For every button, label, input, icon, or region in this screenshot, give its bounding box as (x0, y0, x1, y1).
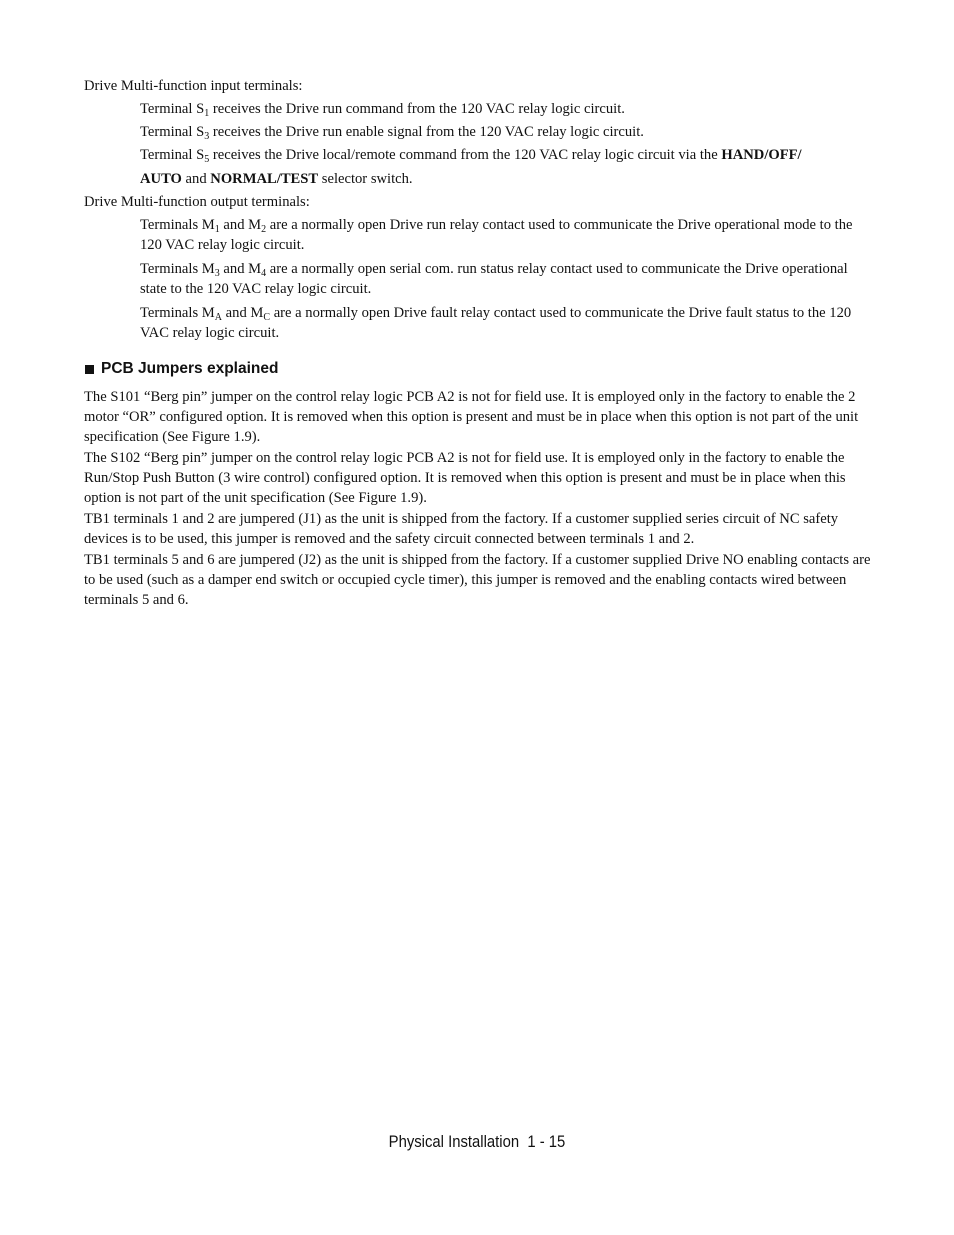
s5-end: selector switch. (318, 171, 413, 187)
terminal-m3-m4-text (140, 259, 872, 299)
s5-and: and (181, 171, 211, 187)
m12-subscript-2: 2 (261, 224, 267, 235)
s1-subscript: 1 (204, 108, 210, 119)
terminal-ma-mc-text (140, 303, 872, 343)
filled-square-bullet-icon (85, 365, 94, 374)
input-terminals-heading: Drive Multi-function input terminals: (84, 78, 303, 94)
m34-subscript-2: 4 (261, 268, 267, 279)
output-terminals-heading: Drive Multi-function output terminals: (84, 194, 310, 210)
m34-prefix: Terminals M (140, 261, 215, 277)
m34-description: are a normally open serial com. run status relay contact used to communicate the Drive operational state to the 120 VAC relay logic circuit. (140, 261, 848, 297)
m12-subscript-1: 1 (214, 224, 220, 235)
paragraph-tb1-j2: TB1 terminals 5 and 6 are jumpered (J2) as the unit is shipped from the factory. If a customer supplied Drive NO enabling contacts are to be used (such as a damper end switch or occupied cycle timer), this jumper is removed and the enabling contacts wired between terminals 5 and 6. (84, 552, 871, 608)
terminal-s1-text (140, 99, 872, 119)
mac-and: and M (222, 305, 264, 321)
page-content (84, 76, 872, 610)
mac-prefix: Terminals M (140, 305, 215, 321)
mac-subscript-1: A (214, 312, 223, 323)
s1-prefix: Terminal S (140, 101, 205, 117)
s3-description: receives the Drive run enable signal from the 120 VAC relay logic circuit. (209, 124, 644, 140)
m12-description: are a normally open Drive run relay contact used to communicate the Drive operational mode to the 120 VAC relay logic circuit. (140, 217, 853, 253)
page-footer: Physical Installation 1 - 15 (388, 1133, 566, 1151)
terminal-s5-text (140, 145, 872, 165)
m34-and: and M (219, 261, 262, 277)
terminal-s5-continued (140, 169, 872, 189)
pcb-jumpers-heading (84, 359, 872, 379)
auto-label: AUTO (140, 171, 182, 187)
mac-description: are a normally open Drive fault relay contact used to communicate the Drive fault status to the 120 VAC relay logic circuit. (140, 305, 852, 341)
terminal-m1-m2-text (140, 215, 872, 255)
paragraph-s101: The S101 “Berg pin” jumper on the control relay logic PCB A2 is not for field use. It is employed only in the factory to enable the 2 motor “OR” configured option. It is removed when this option is present and must be in place when this option is not part of the unit specification (See Figure 1.9). (84, 389, 859, 445)
s5-description: receives the Drive local/remote command from the 120 VAC relay logic circuit via the (209, 147, 722, 163)
hand-off-label: HAND/OFF/ (721, 147, 802, 163)
paragraph-s102: The S102 “Berg pin” jumper on the control relay logic PCB A2 is not for field use. It is employed only in the factory to enable the Run/Stop Push Button (3 wire control) configured option. It is removed when this option is present and must be in place when this option is not part of the unit specification (See Figure 1.9). (84, 450, 846, 506)
s3-prefix: Terminal S (140, 124, 205, 140)
m34-subscript-1: 3 (214, 268, 220, 279)
normal-test-label: NORMAL/TEST (210, 171, 319, 187)
paragraph-tb1-j1: TB1 terminals 1 and 2 are jumpered (J1) as the unit is shipped from the factory. If a customer supplied series circuit of NC safety devices is to be used, this jumper is removed and the safety circuit connected between terminals 1 and 2. (84, 511, 839, 547)
m12-and: and M (219, 217, 262, 233)
pcb-jumpers-heading-text: PCB Jumpers explained (101, 360, 279, 377)
s1-description: receives the Drive run command from the 120 VAC relay logic circuit. (209, 101, 625, 117)
s3-subscript: 3 (204, 131, 210, 142)
s5-subscript: 5 (204, 154, 210, 165)
mac-subscript-2: C (263, 312, 271, 323)
m12-prefix: Terminals M (140, 217, 215, 233)
terminal-s3-text (140, 122, 872, 142)
s5-prefix: Terminal S (140, 147, 205, 163)
